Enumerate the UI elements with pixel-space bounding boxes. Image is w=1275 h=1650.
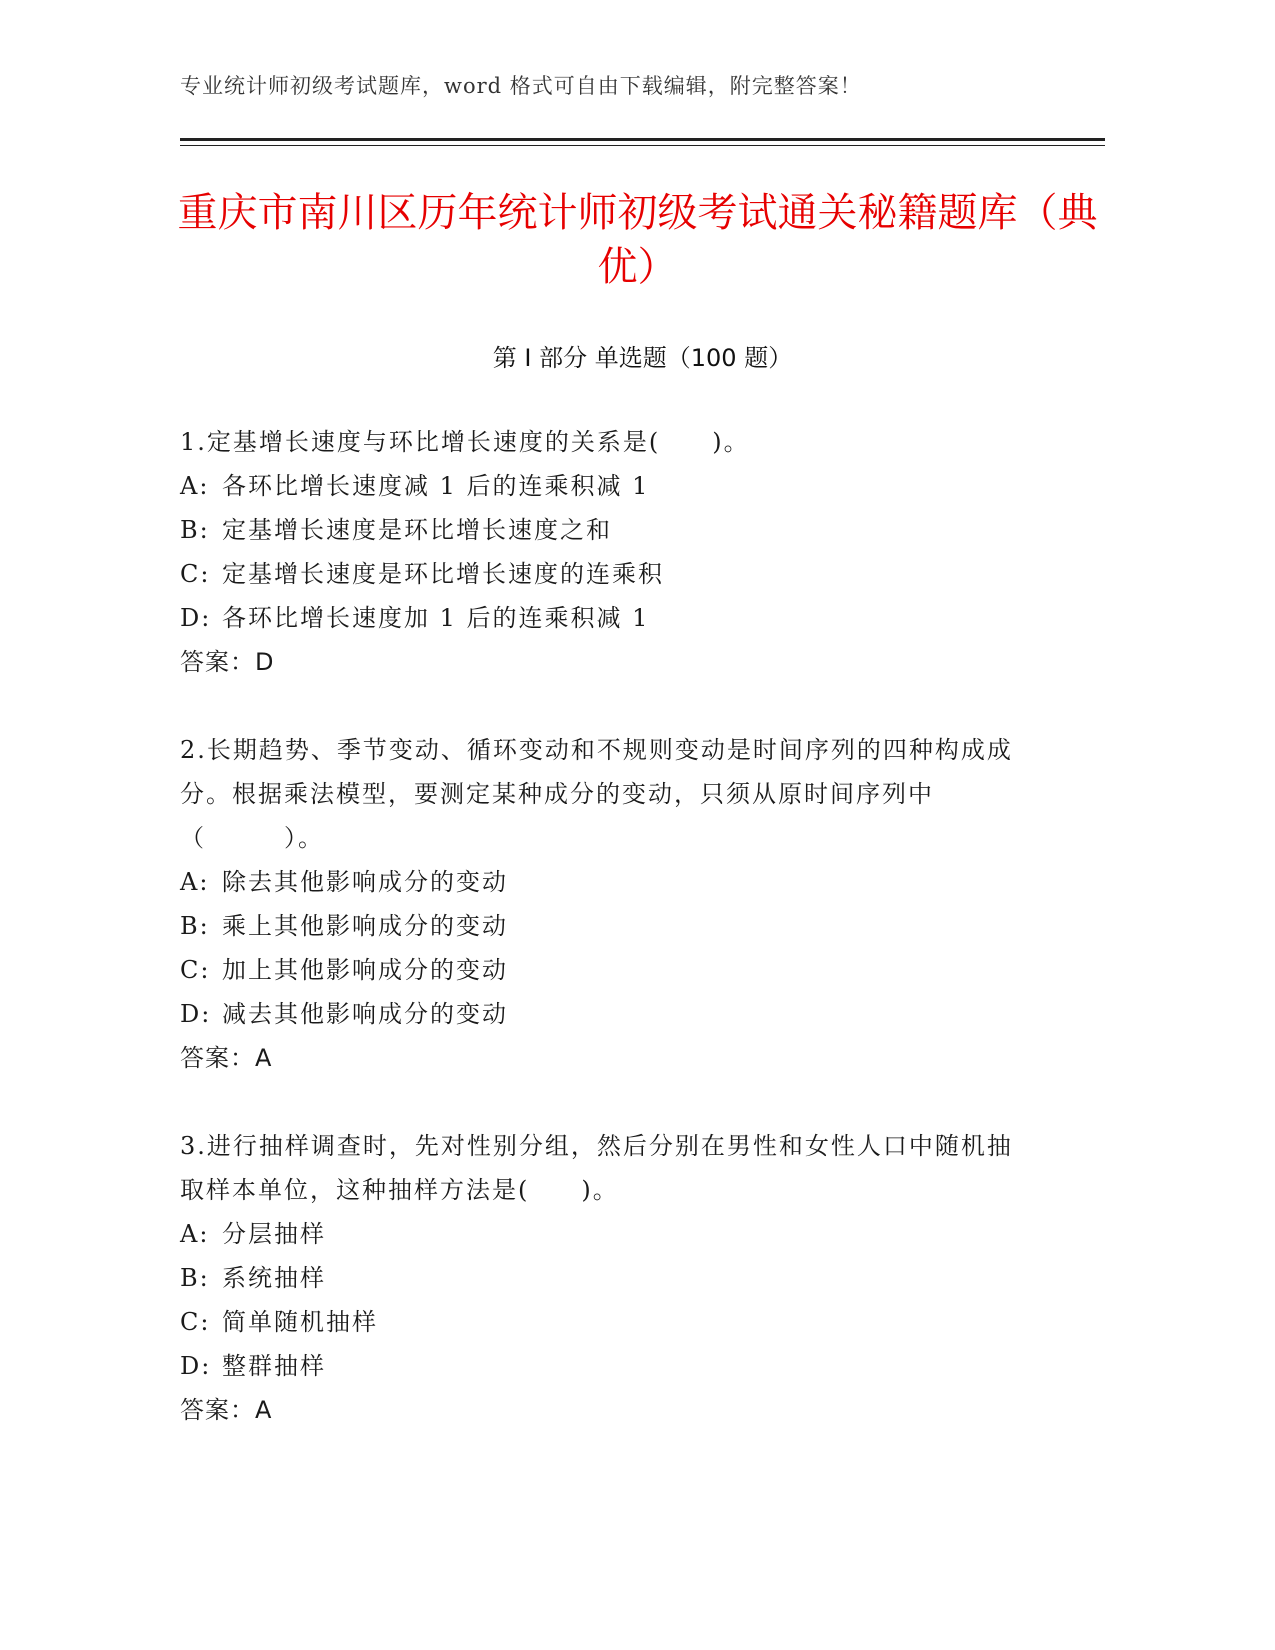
option-letter: A: bbox=[180, 472, 210, 500]
option-letter: C: bbox=[180, 560, 211, 588]
question-3 bbox=[180, 1124, 1020, 1432]
option-text: 简单随机抽样 bbox=[222, 1308, 378, 1336]
question-1 bbox=[180, 420, 1020, 684]
option-text: 加上其他影响成分的变动 bbox=[222, 956, 508, 984]
option-letter: B: bbox=[180, 1264, 210, 1292]
option-text: 除去其他影响成分的变动 bbox=[222, 868, 508, 896]
option-a bbox=[180, 1212, 1020, 1256]
header-note: 专业统计师初级考试题库，word 格式可自由下载编辑，附完整答案！ bbox=[180, 74, 862, 98]
option-letter: C: bbox=[180, 956, 211, 984]
answer-value: A bbox=[255, 1396, 273, 1424]
option-a bbox=[180, 860, 1020, 904]
option-text: 乘上其他影响成分的变动 bbox=[222, 912, 508, 940]
option-letter: D: bbox=[180, 604, 212, 632]
question-list bbox=[180, 420, 1020, 1476]
option-c bbox=[180, 552, 1020, 596]
option-letter: D: bbox=[180, 1000, 212, 1028]
answer-value: D bbox=[255, 648, 275, 676]
question-2 bbox=[180, 728, 1020, 1080]
option-letter: A: bbox=[180, 1220, 210, 1248]
option-letter: D: bbox=[180, 1352, 212, 1380]
option-text: 系统抽样 bbox=[222, 1264, 326, 1292]
option-letter: B: bbox=[180, 912, 210, 940]
question-stem: 1.定基增长速度与环比增长速度的关系是( )。 bbox=[180, 428, 750, 456]
option-c bbox=[180, 1300, 1020, 1344]
answer-line bbox=[180, 1036, 1020, 1080]
option-b bbox=[180, 508, 1020, 552]
answer-label: 答案： bbox=[180, 648, 255, 676]
option-d bbox=[180, 1344, 1020, 1388]
option-text: 定基增长速度是环比增长速度的连乘积 bbox=[222, 560, 664, 588]
document-title: 重庆市南川区历年统计师初级考试通关秘籍题库（典优） bbox=[177, 190, 1098, 290]
answer-label: 答案： bbox=[180, 1044, 255, 1072]
header-divider-thick bbox=[180, 138, 1105, 141]
option-text: 定基增长速度是环比增长速度之和 bbox=[222, 516, 612, 544]
question-stem: 2.长期趋势、季节变动、循环变动和不规则变动是时间序列的四种构成成分。根据乘法模型，要测定某种成分的变动，只须从原时间序列中（ ）。 bbox=[180, 736, 1013, 852]
option-d bbox=[180, 992, 1020, 1036]
option-b bbox=[180, 1256, 1020, 1300]
option-c bbox=[180, 948, 1020, 992]
option-letter: B: bbox=[180, 516, 210, 544]
answer-line bbox=[180, 640, 1020, 684]
section-title: 第 I 部分 单选题（100 题） bbox=[492, 344, 793, 372]
answer-line bbox=[180, 1388, 1020, 1432]
option-text: 各环比增长速度减 1 后的连乘积减 1 bbox=[222, 472, 650, 500]
answer-value: A bbox=[255, 1044, 273, 1072]
option-letter: A: bbox=[180, 868, 210, 896]
option-d bbox=[180, 596, 1020, 640]
option-text: 分层抽样 bbox=[222, 1220, 326, 1248]
option-text: 减去其他影响成分的变动 bbox=[222, 1000, 508, 1028]
question-stem: 3.进行抽样调查时，先对性别分组，然后分别在男性和女性人口中随机抽取样本单位，这种抽样方法是( )。 bbox=[180, 1132, 1013, 1204]
option-a bbox=[180, 464, 1020, 508]
option-b bbox=[180, 904, 1020, 948]
header-divider-thin bbox=[180, 145, 1105, 146]
option-letter: C: bbox=[180, 1308, 211, 1336]
answer-label: 答案： bbox=[180, 1396, 255, 1424]
option-text: 各环比增长速度加 1 后的连乘积减 1 bbox=[222, 604, 650, 632]
option-text: 整群抽样 bbox=[222, 1352, 326, 1380]
